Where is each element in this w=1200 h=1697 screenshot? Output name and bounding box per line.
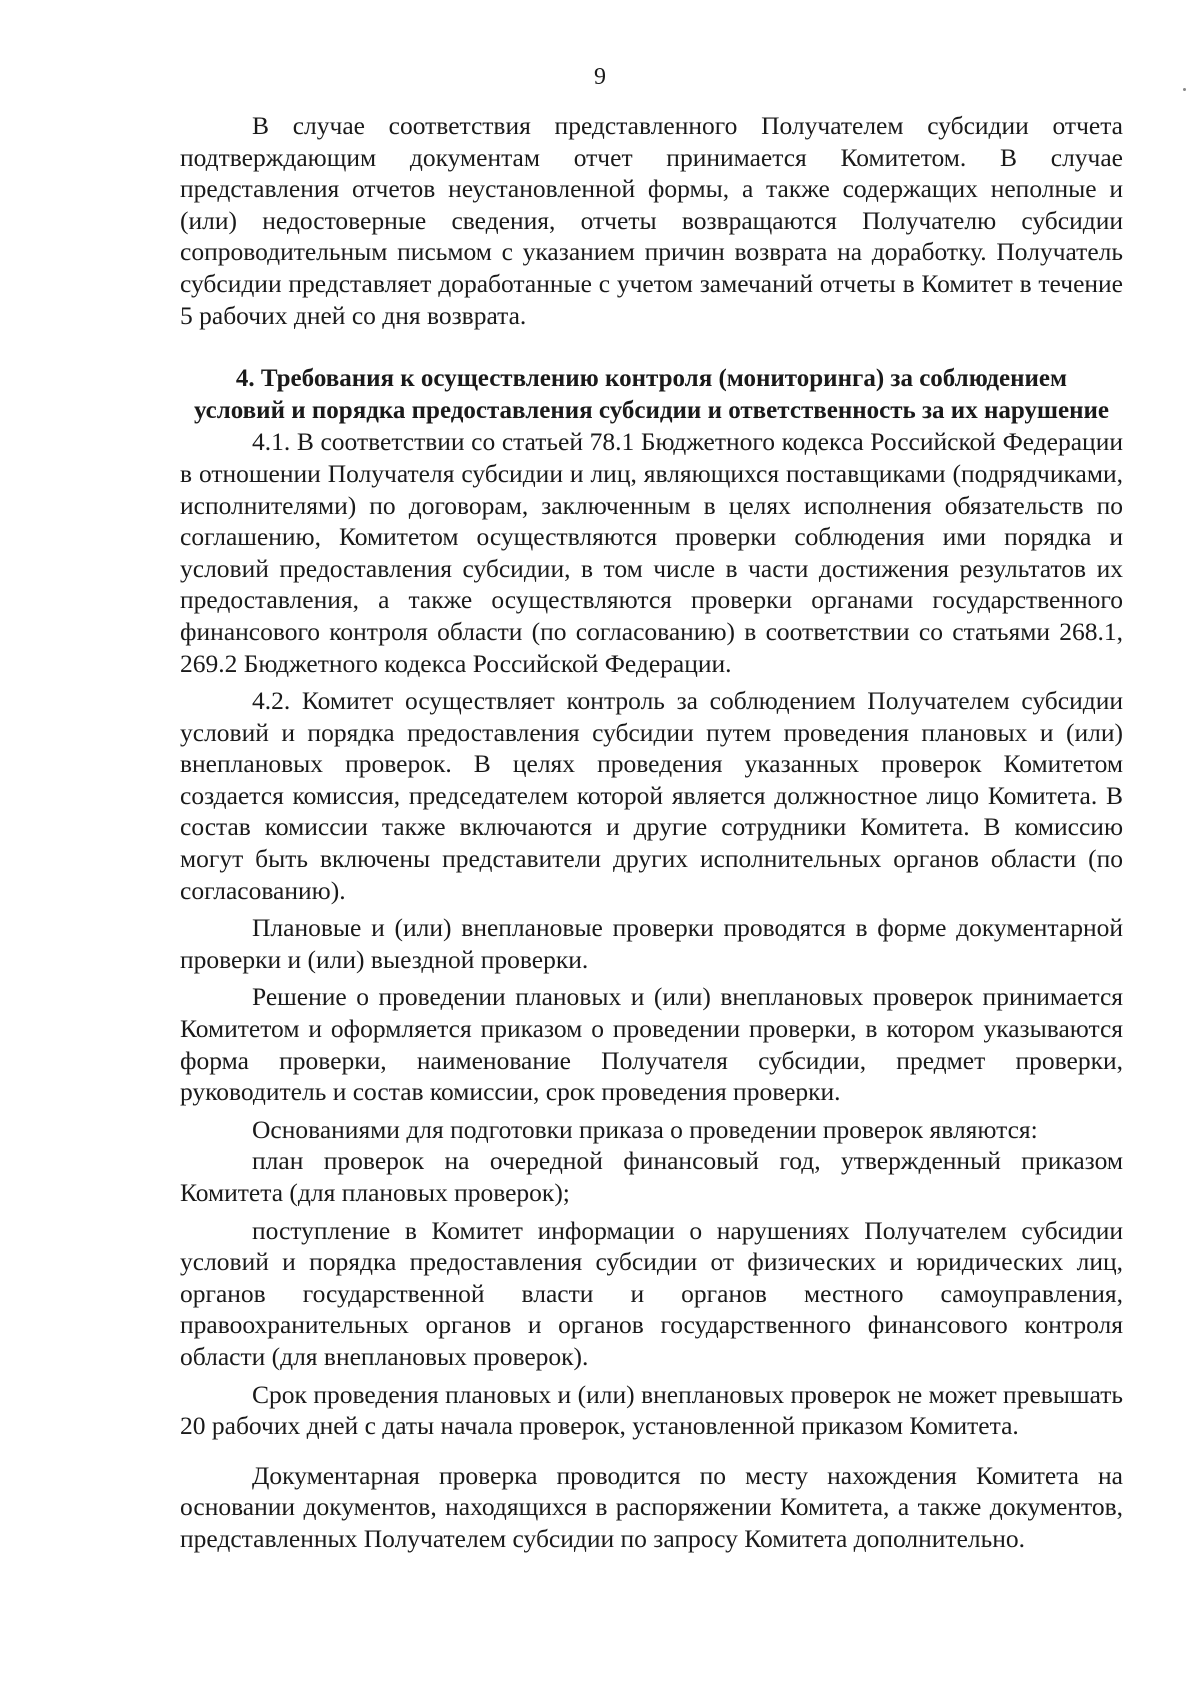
section-heading-line-2: условий и порядка предоставления субсидии и ответственность за их нарушение	[193, 396, 1110, 424]
paragraph-documentary-inspection: Документарная проверка проводится по месту нахождения Комитета на основании документов, находящихся в распоряжении Комитета, а также документов, представленных Получателем субсидии по запросу Комитета дополнительно.	[180, 1460, 1123, 1553]
paragraph-4-1: 4.1. В соответствии со статьей 78.1 Бюджетного кодекса Российской Федерации в отношении Получателя субсидии и лиц, являющихся поставщиками (подрядчиками, исполнителями) по договорам, заключенным в целях исполнения обязательств по соглашению, Комитетом осуществляются проверки соблюдения ими порядка и условий предоставления субсидии, в том числе в части достижения результатов их предоставления, а также осуществляются проверки органами государственного финансового контроля области (по согласованию) в соответствии со статьями 268.1, 269.2 Бюджетного кодекса Российской Федерации.	[180, 427, 1123, 678]
document-body	[180, 110, 1123, 1555]
paragraph-report-acceptance: В случае соответствия представленного Получателем субсидии отчета подтверждающим документам отчет принимается Комитетом. В случае представления отчетов неустановленной формы, а также содержащих неполные и (или) недостоверные сведения, отчеты возвращаются Получателю субсидии сопроводительным письмом с указанием причин возврата на доработку. Получатель субсидии представляет доработанные с учетом замечаний отчеты в Комитет в течение 5 рабочих дней со дня возврата.	[180, 111, 1123, 330]
paragraph-inspection-duration: Срок проведения плановых и (или) внеплановых проверок не может превышать 20 рабочих дней с даты начала проверок, установленной приказом Комитета.	[180, 1379, 1123, 1441]
page-number: 9	[594, 64, 606, 90]
paragraph-grounds-information: поступление в Комитет информации о нарушениях Получателем субсидии условий и порядка предоставления субсидии от физических и юридических лиц, органов государственной власти и органов местного самоуправления, правоохранительных органов и органов государственного финансового контроля области (для внеплановых проверок).	[180, 1215, 1123, 1371]
paragraph-grounds-intro: Основаниями для подготовки приказа о проведении проверок являются:	[252, 1114, 1038, 1144]
paragraph-grounds-plan: план проверок на очередной финансовый год, утвержденный приказом Комитета (для плановых проверок);	[180, 1146, 1123, 1207]
scan-mark	[1183, 88, 1186, 91]
paragraph-inspection-forms: Плановые и (или) внеплановые проверки проводятся в форме документарной проверки и (или) выездной проверки.	[180, 913, 1123, 974]
section-heading-line-1: 4. Требования к осуществлению контроля (мониторинга) за соблюдением	[235, 365, 1068, 393]
paragraph-inspection-decision: Решение о проведении плановых и (или) внеплановых проверок принимается Комитетом и оформляется приказом о проведении проверки, в котором указываются форма проверки, наименование Получателя субсидии, предмет проверки, руководитель и состав комиссии, срок проведения проверки.	[180, 982, 1123, 1107]
paragraph-4-2: 4.2. Комитет осуществляет контроль за соблюдением Получателем субсидии условий и порядка предоставления субсидии путем проведения плановых и (или) внеплановых проверок. В целях проведения указанных проверок Комитетом создается комиссия, председателем которой является должностное лицо Комитета. В состав комиссии также включаются и другие сотрудники Комитета. В комиссию могут быть включены представители других исполнительных органов области (по согласованию).	[180, 686, 1123, 905]
section-heading	[180, 363, 1123, 426]
